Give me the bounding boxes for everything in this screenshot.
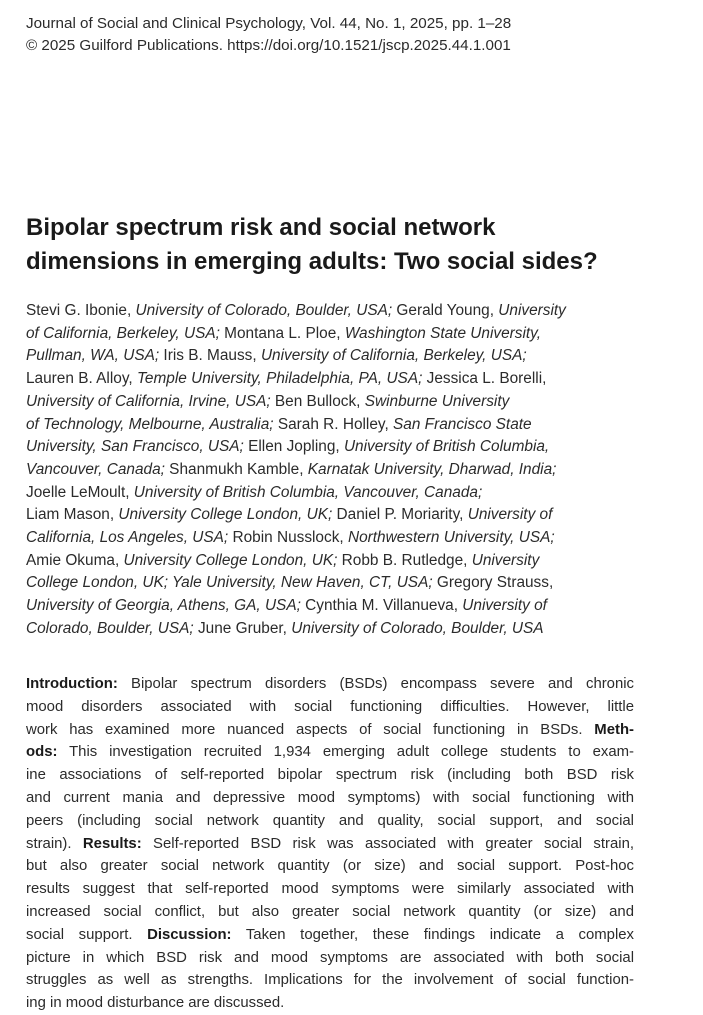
affiliation-text: University of British Columbia, [343, 438, 550, 456]
author-name-text: Gregory Strauss, [432, 574, 554, 592]
author-name-text: Cynthia M. Villanueva, [300, 597, 463, 615]
affiliation-text: University College London, UK; [123, 551, 338, 569]
abstract [26, 673, 634, 1015]
abstract-line [26, 719, 634, 742]
abstract-line [26, 969, 634, 992]
abstract-text: increased social conflict, but also greater social network quantity (or size) and [26, 903, 634, 920]
abstract-line [26, 673, 634, 696]
abstract-text: ine associations of self-reported bipolar spectrum risk (including both BSD risk [26, 767, 634, 784]
abstract-text: This investigation recruited 1,934 emerging adult college students to exam- [57, 744, 634, 761]
author-line [26, 482, 686, 505]
abstract-text: results suggest that self-reported mood symptoms were similarly associated with [26, 881, 634, 898]
author-name-text: Iris B. Mauss, [159, 347, 261, 365]
author-name-text: Robin Nusslock, [228, 529, 348, 547]
author-name-text: Robb B. Rutledge, [337, 551, 472, 569]
abstract-section-heading: Discussion: [147, 926, 232, 943]
journal-citation: Journal of Social and Clinical Psychology, Vol. 44, No. 1, 2025, pp. 1–28 [26, 15, 512, 32]
author-name-text: Daniel P. Moriarity, [332, 506, 468, 524]
abstract-line [26, 992, 634, 1015]
author-name-text: Sarah R. Holley, [273, 415, 394, 433]
author-line [26, 300, 686, 323]
author-name-text: Ben Bullock, [270, 392, 365, 410]
abstract-text: and current mania and depressive mood symptoms) with social functioning with [26, 789, 634, 806]
author-line [26, 572, 686, 595]
abstract-line [26, 696, 634, 719]
abstract-text: but also greater social network quantity (or size) and social support. Post-hoc [26, 858, 634, 875]
abstract-line [26, 787, 634, 810]
affiliation-text: University of [467, 506, 553, 524]
affiliation-text: Temple University, Philadelphia, PA, USA; [136, 370, 423, 388]
abstract-line [26, 901, 634, 924]
author-line [26, 368, 686, 391]
affiliation-text: University College London, UK; [118, 506, 333, 524]
abstract-text: peers (including social network quantity and quality, social support, and social [26, 812, 634, 829]
abstract-section-heading: ods: [26, 744, 58, 761]
affiliation-text: of California, Berkeley, USA; [26, 324, 220, 342]
author-line [26, 595, 686, 618]
author-name-text: Joelle LeMoult, [26, 483, 134, 501]
author-name-text: Lauren B. Alloy, [26, 370, 137, 388]
abstract-line [26, 810, 634, 833]
affiliation-text: University of Colorado, Boulder, USA [291, 619, 544, 637]
author-line [26, 550, 686, 573]
abstract-text: Taken together, these findings indicate a complex [231, 926, 634, 943]
author-name-text: Gerald Young, [392, 302, 499, 319]
abstract-section-heading: Introduction: [26, 676, 118, 692]
author-name-text: Liam Mason, [26, 506, 119, 524]
affiliation-text: Vancouver, Canada; [26, 460, 165, 478]
author-line [26, 414, 686, 437]
abstract-section-heading: Meth- [594, 721, 634, 738]
abstract-text: Bipolar spectrum disorders (BSDs) encompass severe and chronic [117, 676, 634, 692]
affiliation-text: of Technology, Melbourne, Australia; [26, 415, 274, 433]
abstract-text: ing in mood disturbance are discussed. [26, 995, 285, 1012]
abstract-line [26, 855, 634, 878]
author-line [26, 391, 686, 414]
affiliation-text: Swinburne University [364, 392, 510, 410]
article-title [26, 211, 676, 279]
abstract-text: strain). [26, 835, 83, 852]
abstract-text: mood disorders associated with social functioning difficulties. However, little [26, 698, 634, 715]
author-line [26, 527, 686, 550]
author-line [26, 436, 686, 459]
abstract-line [26, 764, 634, 787]
author-line [26, 345, 686, 368]
author-line [26, 459, 686, 482]
title-line: Bipolar spectrum risk and social network [26, 214, 496, 241]
author-name-text: Ellen Jopling, [243, 438, 344, 456]
author-line [26, 618, 686, 641]
abstract-text: Self-reported BSD risk was associated with greater social strain, [141, 835, 634, 852]
affiliation-text: College London, UK; Yale University, New Haven, CT, USA; [26, 574, 433, 592]
abstract-line [26, 833, 634, 856]
journal-header [26, 13, 686, 57]
affiliation-text: San Francisco State [393, 415, 532, 433]
abstract-text: social support. [26, 926, 148, 943]
abstract-section-heading: Results: [82, 835, 142, 852]
affiliation-text: University [471, 551, 540, 569]
affiliation-text: University, San Francisco, USA; [26, 438, 244, 456]
affiliation-text: California, Los Angeles, USA; [26, 529, 229, 547]
affiliation-text: University of California, Irvine, USA; [26, 392, 271, 410]
affiliation-text: Karnatak University, Dharwad, India; [307, 460, 557, 478]
author-name-text: Amie Okuma, [26, 551, 124, 569]
abstract-text: picture in which BSD risk and mood symptoms are associated with both social [26, 949, 634, 966]
abstract-line [26, 741, 634, 764]
title-line: dimensions in emerging adults: Two social sides? [26, 248, 598, 275]
affiliation-text: University [498, 302, 566, 319]
author-name-text: June Gruber, [193, 619, 292, 637]
author-affiliations [26, 300, 686, 641]
author-line [26, 323, 686, 346]
abstract-line [26, 924, 634, 947]
abstract-line [26, 947, 634, 970]
author-name-text: Montana L. Ploe, [219, 324, 345, 342]
affiliation-text: University of California, Berkeley, USA; [260, 347, 527, 365]
abstract-text: struggles as well as strengths. Implications for the involvement of social function- [26, 972, 634, 989]
author-name-text: Shanmukh Kamble, [164, 460, 308, 478]
author-name-text: Jessica L. Borelli, [422, 370, 547, 388]
affiliation-text: University of [462, 597, 547, 615]
author-name-text: Stevi G. Ibonie, [26, 302, 136, 319]
abstract-text: work has examined more nuanced aspects of social functioning in BSDs. [26, 721, 595, 738]
affiliation-text: Washington State University, [344, 324, 541, 342]
affiliation-text: Pullman, WA, USA; [26, 347, 160, 365]
author-line [26, 504, 686, 527]
affiliation-text: Northwestern University, USA; [347, 529, 555, 547]
abstract-line [26, 878, 634, 901]
affiliation-text: University of Colorado, Boulder, USA; [135, 302, 393, 319]
affiliation-text: University of Georgia, Athens, GA, USA; [26, 597, 301, 615]
copyright-doi: © 2025 Guilford Publications. https://doi.org/10.1521/jscp.2025.44.1.001 [26, 37, 511, 54]
affiliation-text: University of British Columbia, Vancouver, Canada; [133, 483, 483, 501]
affiliation-text: Colorado, Boulder, USA; [26, 619, 194, 637]
